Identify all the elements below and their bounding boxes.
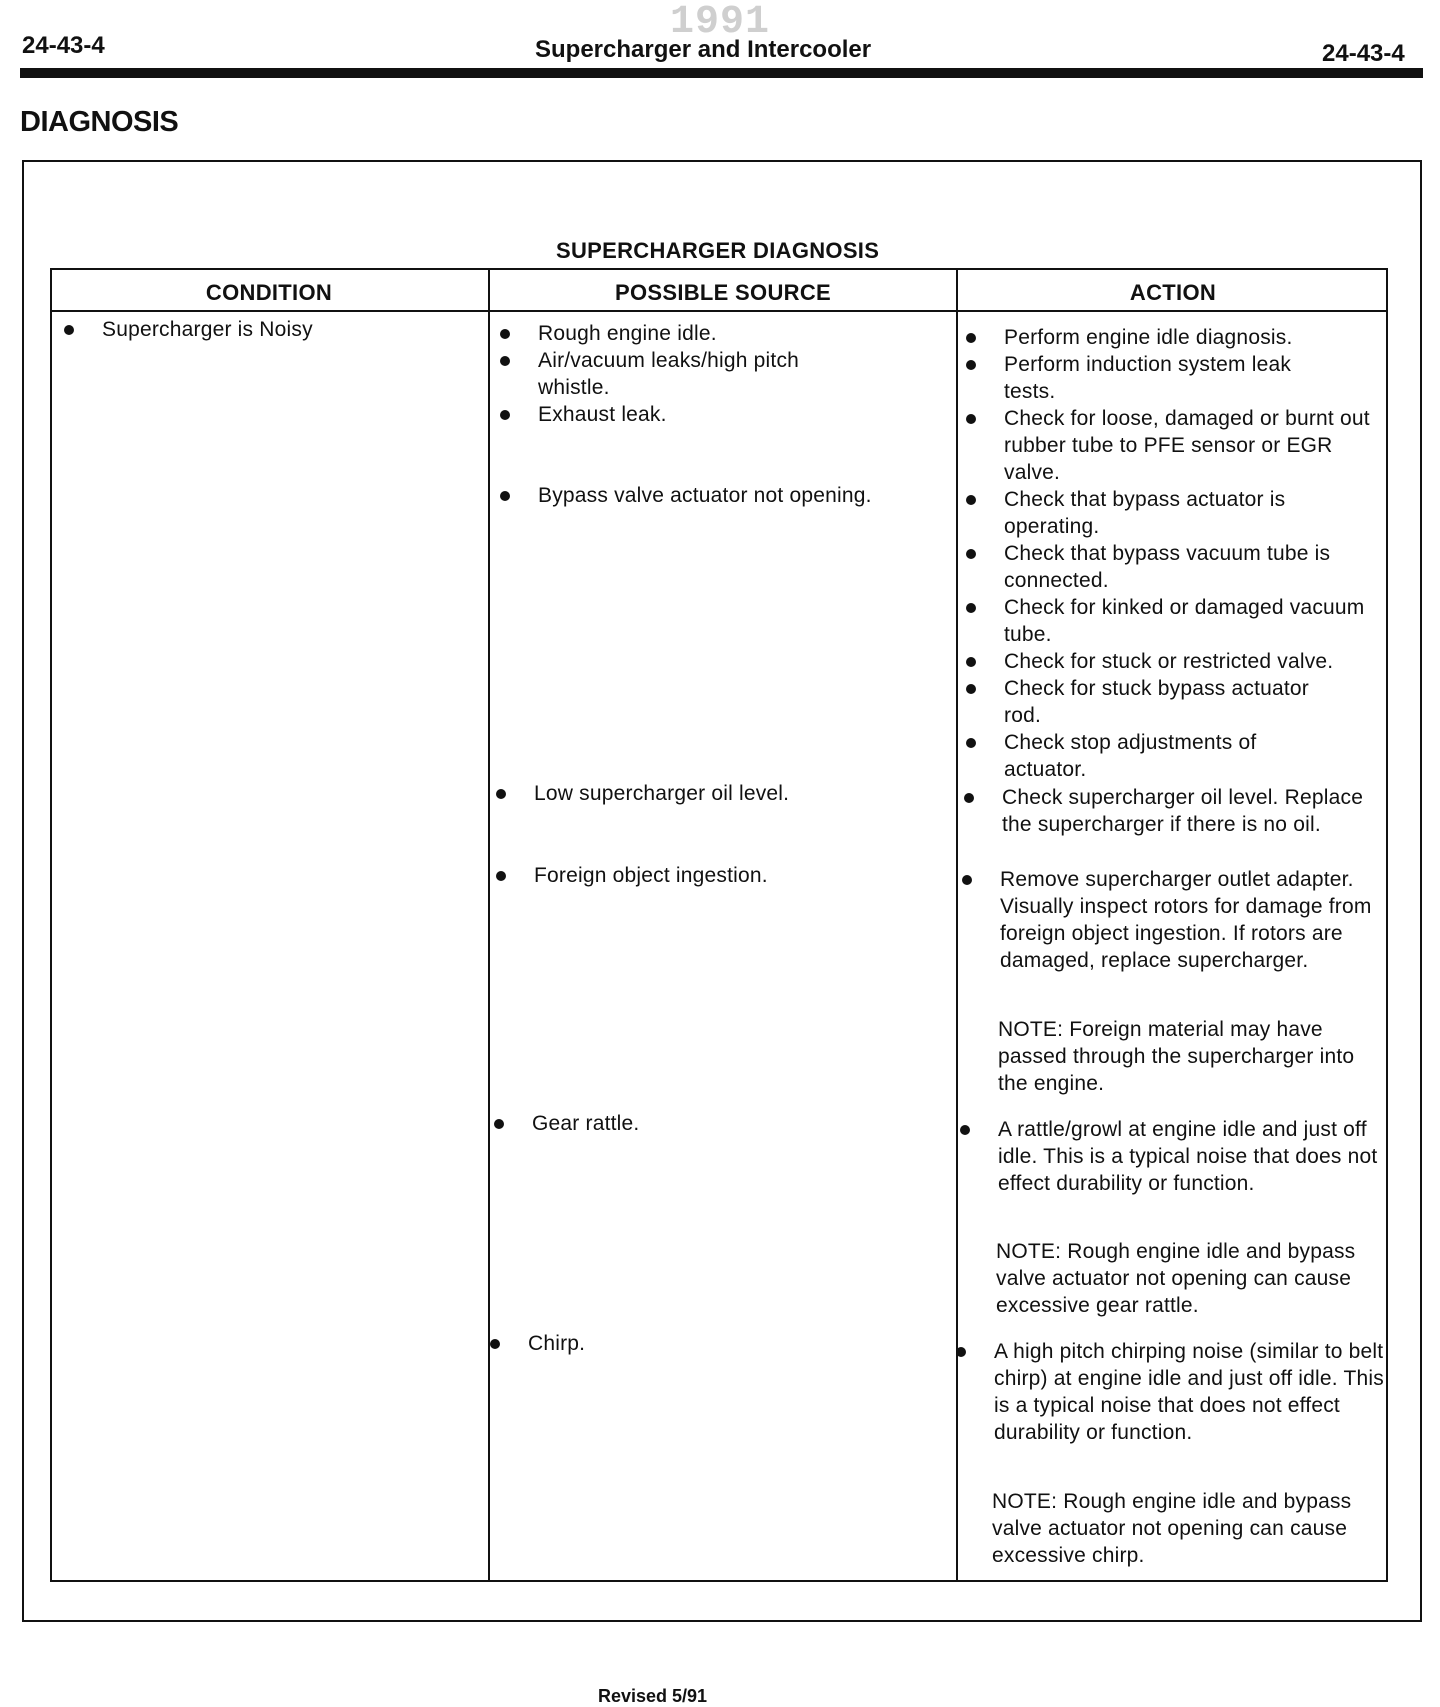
source-item xyxy=(500,320,940,347)
action-text: Check that bypass actuator is operating. xyxy=(1004,488,1286,538)
source-item xyxy=(496,780,936,807)
bullet-icon xyxy=(500,356,510,366)
bullet-icon xyxy=(64,325,74,335)
action-item xyxy=(962,866,1382,974)
bullet-icon xyxy=(966,684,976,694)
action-item xyxy=(956,1338,1384,1446)
source-text: Air/vacuum leaks/high pitch whistle. xyxy=(538,349,800,399)
footer-revision: Revised 5/91 xyxy=(598,1686,708,1706)
table-title: SUPERCHARGER DIAGNOSIS xyxy=(556,238,880,263)
bullet-icon xyxy=(496,871,506,881)
bullet-icon xyxy=(494,1119,504,1129)
condition-item xyxy=(64,316,474,343)
action-text: A rattle/growl at engine idle and just off idle. This is a typical noise that does not effect durability or function. xyxy=(998,1118,1378,1195)
action-text: Check for stuck bypass actuator rod. xyxy=(1004,677,1309,727)
action-item xyxy=(964,784,1379,838)
action-text: Perform engine idle diagnosis. xyxy=(1004,326,1293,349)
action-text: Check for kinked or damaged vacuum tube. xyxy=(1004,596,1365,646)
bullet-icon xyxy=(956,1347,966,1357)
condition-text: Supercharger is Noisy xyxy=(102,318,313,341)
action-item xyxy=(960,1116,1380,1197)
action-item xyxy=(966,540,1376,594)
note-text: NOTE: Rough engine idle and bypass valve actuator not opening can cause excessive chirp. xyxy=(992,1490,1352,1567)
header-divider xyxy=(50,310,1388,312)
action-text: Perform induction system leak tests. xyxy=(1004,353,1292,403)
source-text: Chirp. xyxy=(528,1332,586,1355)
action-text: Remove supercharger outlet adapter. Visually inspect rotors for damage from foreign object ingestion. If rotors are damaged, replace supercharger. xyxy=(1000,868,1372,972)
year-stamp: 1991 xyxy=(670,0,771,45)
bullet-icon xyxy=(966,549,976,559)
bullet-icon xyxy=(966,738,976,748)
action-text: Check supercharger oil level. Replace the supercharger if there is no oil. xyxy=(1002,786,1364,836)
action-item xyxy=(966,405,1376,486)
page-number-right: 24-43-4 xyxy=(1322,40,1405,67)
bullet-icon xyxy=(490,1339,500,1349)
bullet-icon xyxy=(964,793,974,803)
action-text: Check for stuck or restricted valve. xyxy=(1004,650,1334,673)
source-text: Gear rattle. xyxy=(532,1112,640,1135)
bullet-icon xyxy=(966,657,976,667)
note-text: NOTE: Foreign material may have passed through the supercharger into the engine. xyxy=(998,1018,1355,1095)
action-item xyxy=(966,729,1306,783)
page-number-left: 24-43-4 xyxy=(22,32,105,59)
source-text: Exhaust leak. xyxy=(538,403,667,426)
bullet-icon xyxy=(966,360,976,370)
header-condition: CONDITION xyxy=(205,280,333,305)
bullet-icon xyxy=(960,1125,970,1135)
bullet-icon xyxy=(500,491,510,501)
source-text: Low supercharger oil level. xyxy=(534,782,790,805)
source-text: Bypass valve actuator not opening. xyxy=(538,484,872,507)
source-item xyxy=(500,401,940,428)
action-item xyxy=(966,486,1366,540)
source-text: Rough engine idle. xyxy=(538,322,717,345)
bullet-icon xyxy=(500,329,510,339)
action-item xyxy=(966,648,1381,675)
source-item xyxy=(490,1330,930,1357)
bullet-icon xyxy=(500,410,510,420)
action-text: Check stop adjustments of actuator. xyxy=(1004,731,1257,781)
bullet-icon xyxy=(496,789,506,799)
note-text: NOTE: Rough engine idle and bypass valve actuator not opening can cause excessive gear rattle. xyxy=(996,1240,1356,1317)
header-action: ACTION xyxy=(1129,280,1217,305)
action-item xyxy=(966,324,1381,351)
source-text: Foreign object ingestion. xyxy=(534,864,768,887)
header-rule xyxy=(20,68,1423,78)
action-item xyxy=(966,351,1341,405)
header-possible-source: POSSIBLE SOURCE xyxy=(615,280,831,305)
action-item xyxy=(966,594,1366,648)
source-item xyxy=(500,347,870,401)
bullet-icon xyxy=(966,603,976,613)
action-text: Check that bypass vacuum tube is connected. xyxy=(1004,542,1331,592)
source-item xyxy=(496,862,936,889)
source-item xyxy=(500,482,950,509)
action-text: A high pitch chirping noise (similar to belt chirp) at engine idle and just off idle. This is a typical noise that does not effect durability or function. xyxy=(994,1340,1384,1444)
bullet-icon xyxy=(962,875,972,885)
action-item xyxy=(966,675,1346,729)
section-title: DIAGNOSIS xyxy=(20,106,179,138)
action-text: Check for loose, damaged or burnt out rubber tube to PFE sensor or EGR valve. xyxy=(1004,407,1370,484)
bullet-icon xyxy=(966,333,976,343)
bullet-icon xyxy=(966,495,976,505)
chapter-title: Supercharger and Intercooler xyxy=(535,36,872,63)
source-item xyxy=(494,1110,934,1137)
column-divider xyxy=(488,268,490,1582)
bullet-icon xyxy=(966,414,976,424)
